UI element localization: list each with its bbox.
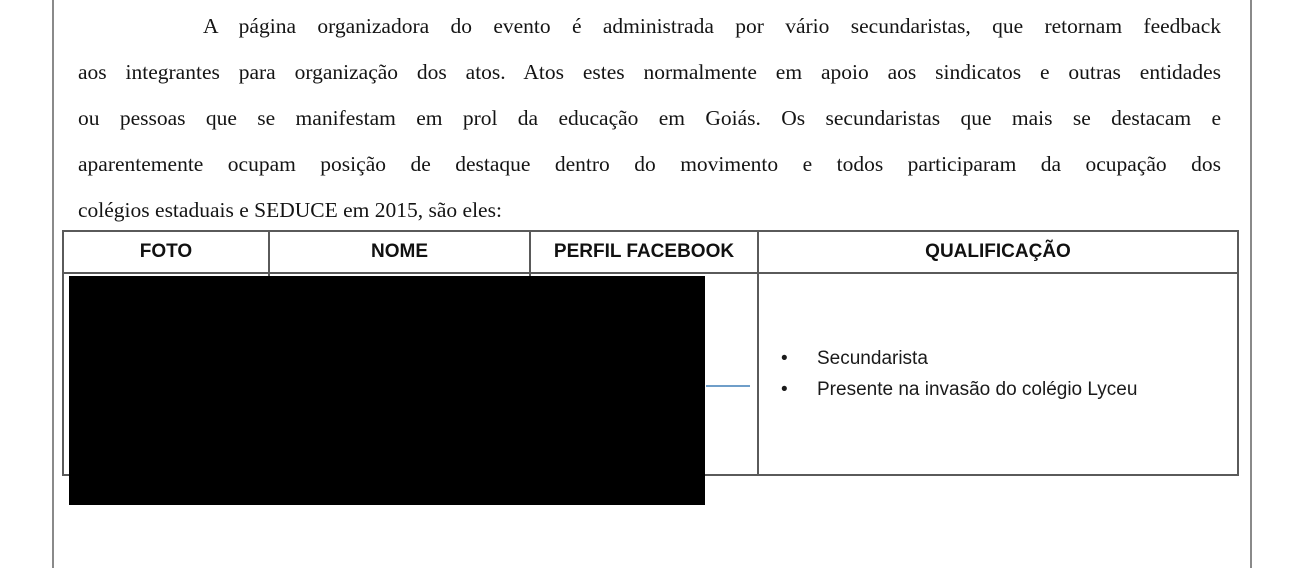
- header-photo: FOTO: [63, 231, 269, 273]
- paragraph-line: aos integrantes para organização dos atos. Atos estes normalmente em apoio aos sindicatos e outras entidades: [78, 60, 1221, 84]
- list-item: [781, 343, 1237, 374]
- header-facebook-profile: PERFIL FACEBOOK: [530, 231, 758, 273]
- redaction-block: [69, 276, 705, 505]
- paragraph-line: ou pessoas que se manifestam em prol da educação em Goiás. Os secundaristas que mais se destacam e: [78, 106, 1221, 130]
- paragraph-line: aparentemente ocupam posição de destaque dentro do movimento e todos participaram da ocupação dos: [78, 152, 1221, 176]
- bullet-icon: •: [781, 379, 788, 400]
- qualification-list: [759, 343, 1237, 405]
- table-header-row: [63, 231, 1238, 273]
- bullet-icon: •: [781, 348, 788, 369]
- paragraph-line: A página organizadora do evento é administrada por vário secundaristas, que retornam feedback: [203, 14, 1221, 38]
- body-paragraph: [78, 3, 1221, 233]
- paragraph-line: colégios estaduais e SEDUCE em 2015, são eles:: [78, 198, 502, 222]
- header-name: NOME: [269, 231, 530, 273]
- qualification-text: Secundarista: [817, 348, 928, 369]
- qualification-text: Presente na invasão do colégio Lyceu: [817, 379, 1138, 400]
- list-item: [781, 374, 1237, 405]
- qualification-cell: [758, 273, 1238, 475]
- facebook-link-underline[interactable]: [706, 385, 750, 387]
- header-qualification: QUALIFICAÇÃO: [758, 231, 1238, 273]
